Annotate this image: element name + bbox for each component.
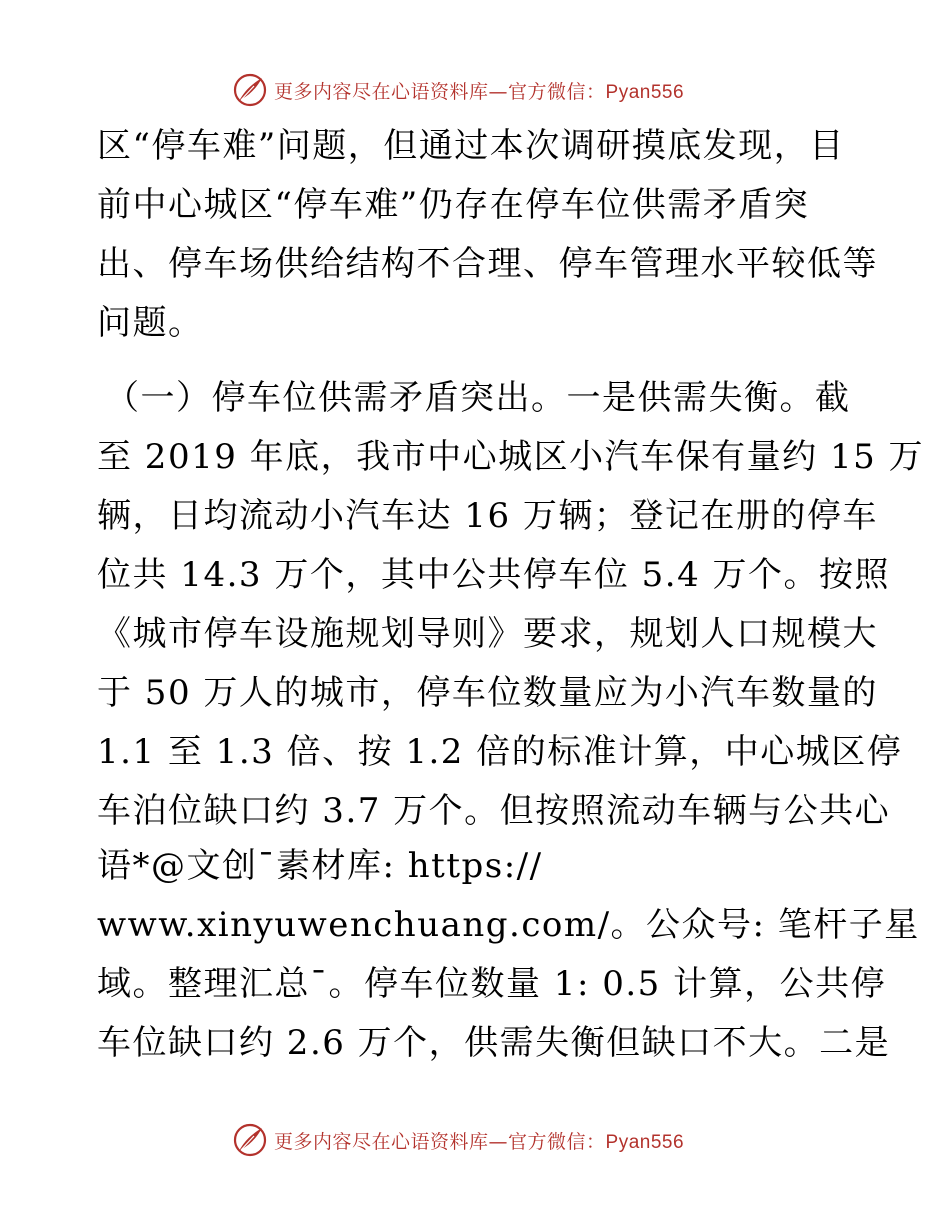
footer-watermark: [232, 1120, 684, 1160]
body-line: 前中心城区“停车难”仍存在停车位供需矛盾突: [97, 185, 810, 225]
body-line: 位共 14.3 万个，其中公共停车位 5.4 万个。按照: [97, 555, 891, 595]
body-line: 于 50 万人的城市，停车位数量应为小汽车数量的: [97, 673, 878, 713]
feather-quill-icon: [232, 1122, 268, 1158]
body-line: 辆，日均流动小汽车达 16 万辆；登记在册的停车: [97, 496, 878, 536]
body-line: 出、停车场供给结构不合理、停车管理水平较低等: [97, 244, 878, 284]
watermark-contact: 官方微信：Pyan556: [508, 1131, 685, 1153]
watermark-text: [274, 1127, 684, 1154]
body-line: 问题。: [97, 303, 204, 343]
watermark-separator: —: [488, 80, 509, 103]
body-line: 至 2019 年底，我市中心城区小汽车保有量约 15 万: [97, 437, 925, 477]
body-line: 《城市停车设施规划导则》要求，规划人口规模大: [97, 614, 878, 654]
body-line: 车位缺口约 2.6 万个，供需失衡但缺口不大。二是: [97, 1023, 891, 1063]
body-line: 1.1 至 1.3 倍、按 1.2 倍的标准计算，中心城区停: [97, 732, 903, 772]
body-line: （一）停车位供需矛盾突出。一是供需失衡。截: [105, 378, 851, 418]
body-line: www.xinyuwenchuang.com/。公众号: 笔杆子星: [97, 905, 920, 945]
body-line: 区“停车难”问题，但通过本次调研摸底发现，目: [97, 126, 845, 166]
watermark-brand: 更多内容尽在心语资料库: [274, 80, 489, 103]
watermark-brand: 更多内容尽在心语资料库: [274, 1130, 489, 1153]
header-watermark: [232, 70, 684, 110]
watermark-text: [274, 77, 684, 104]
body-line: 域。整理汇总¯。停车位数量 1: 0.5 计算，公共停: [97, 964, 887, 1004]
watermark-contact: 官方微信：Pyan556: [508, 81, 685, 103]
watermark-separator: —: [488, 1130, 509, 1153]
feather-quill-icon: [232, 72, 268, 108]
body-line: 车泊位缺口约 3.7 万个。但按照流动车辆与公共心: [97, 791, 891, 831]
body-line: 语*@文创¯素材库: https://: [97, 846, 543, 886]
